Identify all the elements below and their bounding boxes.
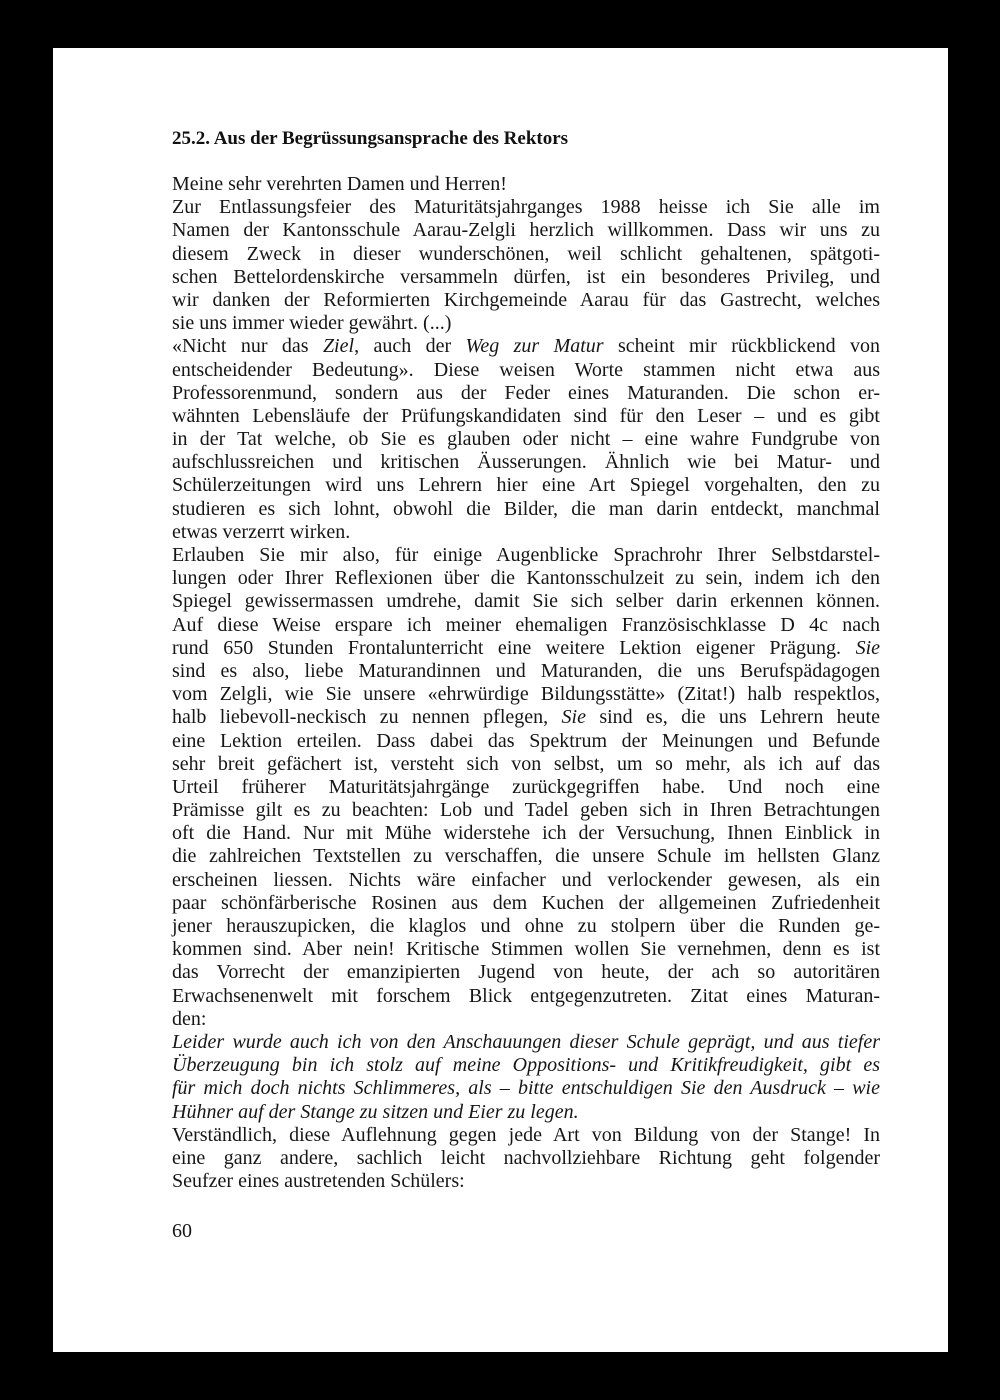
text-line [172,474,880,497]
text-segment: aufschlussreichen und kritischen Äusserungen. Ähnlich wie bei Matur- und [172,451,880,474]
text-line [172,451,880,474]
text-segment: vom Zelgli, wie Sie unsere «ehrwürdige Bildungsstätte» (Zitat!) halb respektlos, [172,683,880,706]
text-segment: lungen oder Ihrer Reflexionen über die Kantonsschulzeit zu sein, indem ich den [172,567,880,590]
text-line [172,335,880,358]
text-segment: die zahlreichen Textstellen zu verschaffen, die unsere Schule im hellsten Glanz [172,845,880,868]
text-segment: rund 650 Stunden Frontalunterricht eine weitere Lektion eigener Prägung. [172,636,856,659]
text-line [172,289,880,312]
text-segment: Spiegel gewissermassen umdrehe, damit Sie sich selber darin erkennen können. [172,590,880,613]
text-line [172,1077,880,1100]
text-line [172,359,880,382]
text-segment: Erwachsenenwelt mit forschem Blick entgegenzutreten. Zitat eines Maturan- [172,984,880,1007]
text-segment: sind es also, liebe Maturandinnen und Maturanden, die uns Berufspädagogen [172,659,880,682]
text-line [172,312,880,335]
text-segment: Meine sehr verehrten Damen und Herren! [172,173,507,195]
text-line [172,845,880,868]
italic-text: Hühner auf der Stange zu sitzen und Eier zu legen. [172,1100,579,1123]
text-line [172,1101,880,1124]
text-segment: Schülerzeitungen wird uns Lehrern hier eine Art Spiegel vorgehalten, den zu [172,474,880,497]
text-segment: , auch der [354,335,466,358]
text-line [172,428,880,451]
text-segment: Zur Entlassungsfeier des Maturitätsjahrganges 1988 heisse ich Sie alle im [172,196,880,219]
text-segment: eine Lektion erteilen. Dass dabei das Spektrum der Meinungen und Befunde [172,729,880,752]
text-segment: diesem Zweck in dieser wunderschönen, weil schlicht gehaltenen, spätgoti- [172,242,880,265]
text-segment: scheint mir rückblickend von [603,335,880,358]
text-segment: wähnten Lebensläufe der Prüfungskandidaten sind für den Leser – und es gibt [172,404,880,427]
text-line [172,590,880,613]
text-segment: eine ganz andere, sachlich leicht nachvollziehbare Richtung geht folgender [172,1146,880,1169]
text-segment: in der Tat welche, ob Sie es glauben oder nicht – eine wahre Fundgrube von [172,428,880,451]
text-line [172,753,880,776]
body-text [172,173,880,1193]
text-segment: Professorenmund, sondern aus der Feder eines Maturanden. Die schon er- [172,381,880,404]
page-number: 60 [172,1220,192,1242]
text-segment: sind es, die uns Lehrern heute [585,706,880,729]
text-segment: kommen sind. Aber nein! Kritische Stimmen wollen Sie vernehmen, denn es ist [172,938,880,961]
text-segment: paar schönfärberische Rosinen aus dem Kuchen der allgemeinen Zufriedenheit [172,891,880,914]
text-segment: studieren es sich lohnt, obwohl die Bilder, die man darin entdeckt, manchmal [172,497,880,520]
text-line [172,173,880,196]
text-segment: Seufzer eines austretenden Schülers: [172,1170,465,1193]
text-segment: oft die Hand. Nur mit Mühe widerstehe ich der Versuchung, Ihnen Einblick in [172,822,880,845]
text-segment: jener herauszupicken, die klaglos und ohne zu stolpern über die Runden ge- [172,915,880,937]
text-segment: sehr breit gefächert ist, versteht sich von selbst, um so mehr, als ich auf das [172,752,880,775]
text-segment: etwas verzerrt wirken. [172,520,351,543]
text-segment: entscheidender Bedeutung». Diese weisen Worte stammen nicht etwa aus [172,358,880,381]
text-segment: schen Bettelordenskirche versammeln dürfen, ist ein besonderes Privileg, und [172,265,880,288]
text-line [172,544,880,567]
text-segment: sie uns immer wieder gewährt. (...) [172,312,452,335]
text-line [172,706,880,729]
text-line [172,683,880,706]
text-segment: Verständlich, diese Auflehnung gegen jede Art von Bildung von der Stange! In [172,1123,880,1146]
text-line [172,1054,880,1077]
text-segment: halb liebevoll-neckisch zu nennen pflegen, [172,706,562,729]
italic-text: Sie [855,636,880,659]
text-line [172,614,880,637]
document-page [53,48,948,1352]
text-line [172,892,880,915]
text-segment: erscheinen liessen. Nichts wäre einfacher und verlockender gewesen, als ein [172,868,880,891]
text-line [172,822,880,845]
text-line [172,196,880,219]
text-line [172,985,880,1008]
text-line [172,799,880,822]
text-line [172,567,880,590]
text-line [172,637,880,660]
text-line [172,405,880,428]
text-line [172,243,880,266]
section-heading: 25.2. Aus der Begrüssungsansprache des Rektors [172,128,569,149]
text-segment: wir danken der Reformierten Kirchgemeinde Aarau für das Gastrecht, welches [172,288,880,311]
italic-text: Weg zur Matur [465,335,604,358]
text-line [172,498,880,521]
text-segment: Erlauben Sie mir also, für einige Augenblicke Sprachrohr Ihrer Selbstdarstel- [172,544,880,566]
text-line [172,382,880,405]
text-line [172,1124,880,1147]
text-line [172,1170,880,1193]
text-line [172,1031,880,1054]
text-segment: das Vorrecht der emanzipierten Jugend von heute, der ach so autoritären [172,961,880,984]
text-line [172,730,880,753]
text-line [172,1008,880,1031]
text-segment: Namen der Kantonsschule Aarau-Zelgli herzlich willkommen. Dass wir uns zu [172,219,880,242]
text-segment: Prämisse gilt es zu beachten: Lob und Tadel geben sich in Ihren Betrachtungen [172,799,880,822]
text-line [172,776,880,799]
text-line [172,938,880,961]
text-line [172,219,880,242]
text-segment: den: [172,1007,207,1030]
italic-text: Leider wurde auch ich von den Anschauungen dieser Schule geprägt, und aus tiefer [172,1030,880,1053]
italic-text: Überzeugung bin ich stolz auf meine Oppositions- und Kritikfreudigkeit, gibt es [172,1054,880,1077]
text-line [172,660,880,683]
italic-text: für mich doch nichts Schlimmeres, als – bitte entschuldigen Sie den Ausdruck – wie [172,1077,880,1100]
text-segment: «Nicht nur das [172,335,323,358]
italic-text: Ziel [322,335,355,358]
italic-text: Sie [561,706,586,729]
text-line [172,521,880,544]
text-line [172,915,880,938]
text-line [172,266,880,289]
text-line [172,1147,880,1170]
text-line [172,869,880,892]
text-segment: Urteil früherer Maturitätsjahrgänge zurückgegriffen habe. Und noch eine [172,775,880,798]
text-segment: Auf diese Weise erspare ich meiner ehemaligen Französischklasse D 4c nach [172,613,880,636]
text-line [172,961,880,984]
